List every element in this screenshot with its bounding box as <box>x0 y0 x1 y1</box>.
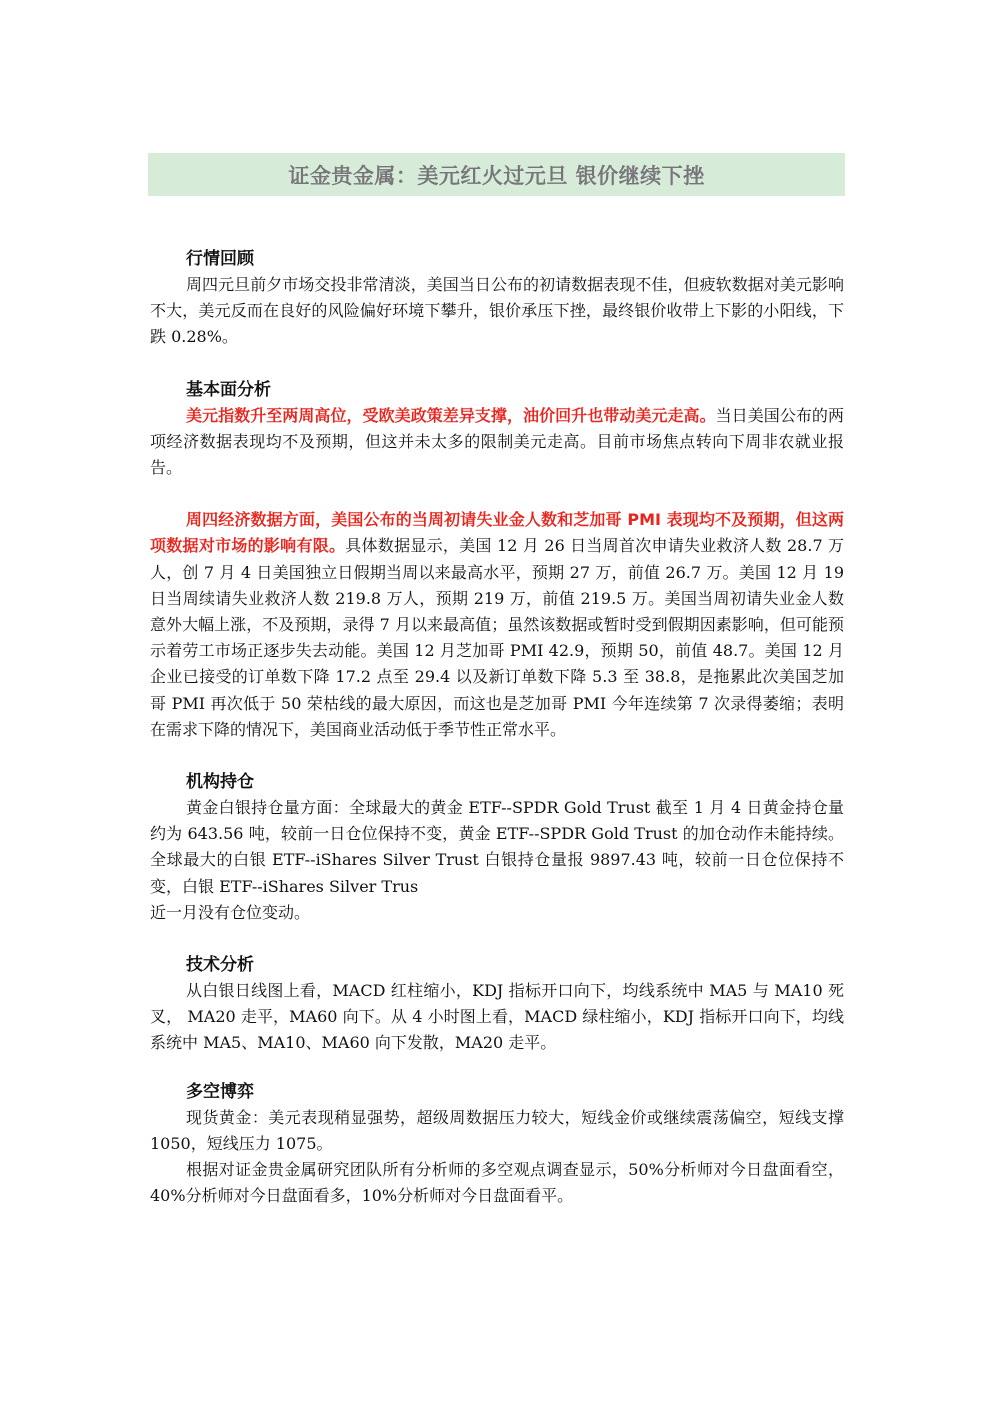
holdings-paragraph-last-line: 近一月没有仓位变动。 <box>150 902 311 922</box>
section-technical-analysis <box>150 952 844 1057</box>
title-banner <box>148 153 845 196</box>
fundamental-highlight-2: 周四经济数据方面，美国公布的当周初请失业金人数和芝加哥 PMI 表现均不及预期，但这两项数据对市场的影响有限。 <box>150 510 844 556</box>
long-short-paragraph-2: 根据对证金贵金属研究团队所有分析师的多空观点调查显示，50%分析师对今日盘面看空，40%分析师对今日盘面看多，10%分析师对今日盘面看平。 <box>150 1160 844 1206</box>
fundamental-text-2: 具体数据显示，美国 12 月 26 日当周首次申请失业救济人数 28.7 万人，创 7 月 4 日美国独立日假期当周以来最高水平，预期 27 万，前值 26.7 万。美国 12 月 19 日当周续请失业救济人数 219.8 万人，预期 219 万，前值 219.5 万。美国当周初请失业金人数意外大幅上涨，不及预期，录得 7 月以来最高值；虽然该数据或暂时受到假期因素影响，但可能预示着劳工市场正逐步失去动能。美国 12 月芝加哥 PMI 42.9，预期 50，前值 48.7。美国 12 月企业已接受的订单数下降 17.2 点至 29.4 以及新订单数下降 5.3 至 38.8，是拖累此次美国芝加哥 PMI 再次低于 50 荣枯线的最大原因，而这也是芝加哥 PMI 今年连续第 7 次录得萎缩；表明在需求下降的情况下，美国商业活动低于季节性正常水平。 <box>150 536 844 739</box>
section-fundamental-analysis <box>150 377 844 743</box>
long-short-paragraph-1: 现货黄金：美元表现稍显强势，超级周数据压力较大，短线金价或继续震荡偏空，短线支撑 1050，短线压力 1075。 <box>150 1107 844 1153</box>
fundamental-highlight-1: 美元指数升至两周高位，受欧美政策差异支撑，油价回升也带动美元走高。 <box>186 405 716 425</box>
fundamental-text-1: 当日美国公布的两项经济数据表现均不及预期，但这并未太多的限制美元走高。目前市场焦点转向下周非农就业报告。 <box>150 405 844 478</box>
section-heading-market-review: 行情回顾 <box>186 249 254 269</box>
holdings-paragraph: 黄金白银持仓量方面：全球最大的黄金 ETF--SPDR Gold Trust 截至 1 月 4 日黄金持仓量约为 643.56 吨，较前一日仓位保持不变，黄金 ETF--SPDR Gold Trust 的加仓动作未能持续。全球最大的白银 ETF--iShares Silver Trust 白银持仓量报 9897.43 吨，较前一日仓位保持不变，白银 ETF--iShares Silver Trus <box>150 798 844 896</box>
fundamental-paragraph-2 <box>150 507 844 743</box>
page-title: 证金贵金属：美元红火过元旦 银价继续下挫 <box>288 163 705 188</box>
section-heading-fundamental: 基本面分析 <box>186 379 271 400</box>
fundamental-paragraph-1 <box>150 403 844 482</box>
technical-paragraph: 从白银日线图上看，MACD 红柱缩小，KDJ 指标开口向下，均线系统中 MA5 与 MA10 死叉， MA20 走平，MA60 向下。从 4 小时图上看，MACD 绿柱缩小，KDJ 指标开口向下，均线系统中 MA5、MA10、MA60 向下发散，MA20 走平。 <box>150 981 844 1053</box>
article-body <box>150 246 844 1209</box>
section-market-review <box>150 246 844 351</box>
section-heading-long-short: 多空博弈 <box>186 1081 254 1102</box>
section-heading-holdings: 机构持仓 <box>186 772 254 793</box>
market-review-paragraph: 周四元旦前夕市场交投非常清淡，美国当日公布的初请数据表现不佳，但疲软数据对美元影响不大，美元反而在良好的风险偏好环境下攀升，银价承压下挫，最终银价收带上下影的小阳线，下跌 0.28%。 <box>150 275 844 347</box>
section-long-short <box>150 1079 844 1210</box>
section-heading-technical: 技术分析 <box>186 955 254 976</box>
section-institutional-holdings <box>150 769 844 926</box>
